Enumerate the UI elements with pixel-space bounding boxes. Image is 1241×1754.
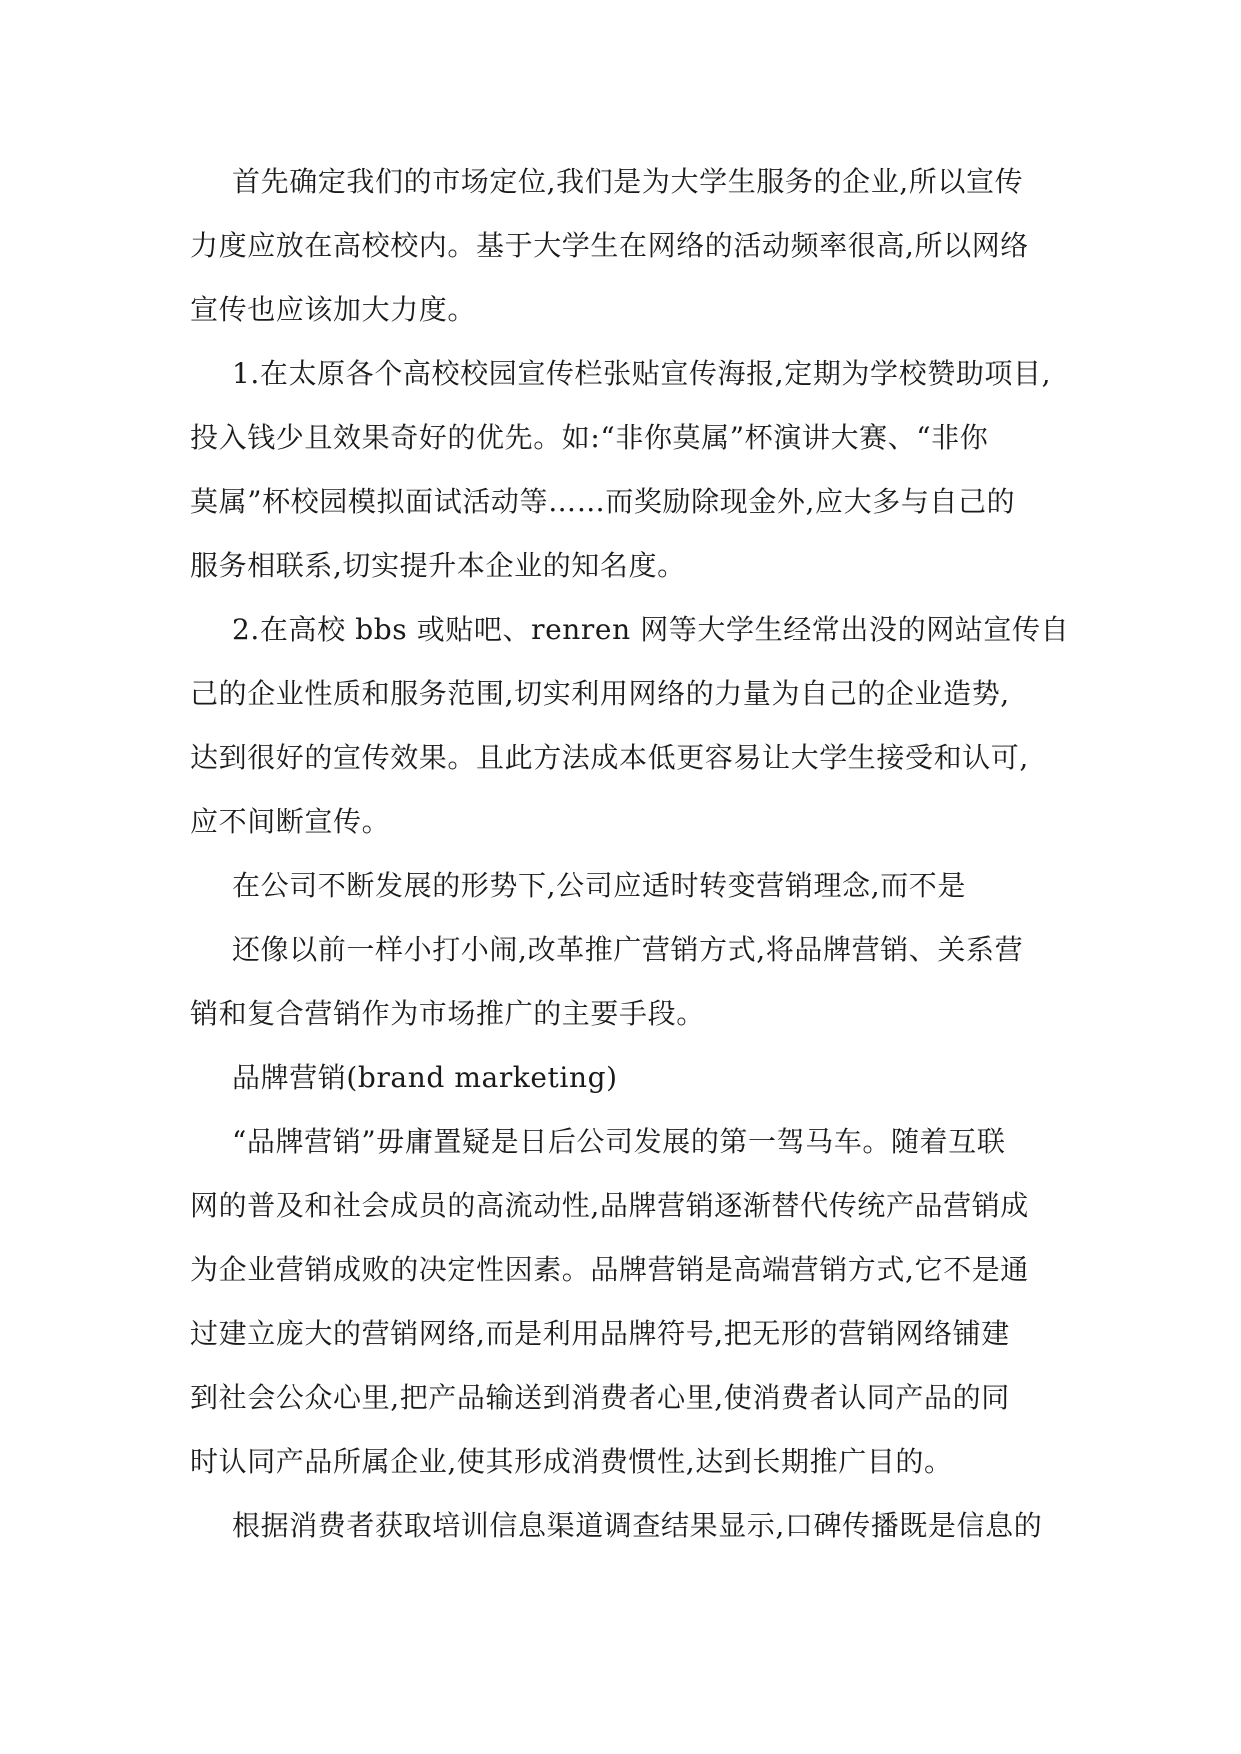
paragraph-line: 力度应放在高校校内。基于大学生在网络的活动频率很高,所以网络 <box>190 229 1029 262</box>
paragraph-line: 过建立庞大的营销网络,而是利用品牌符号,把无形的营销网络铺建 <box>190 1317 1010 1350</box>
paragraph-line: 己的企业性质和服务范围,切实利用网络的力量为自己的企业造势, <box>190 677 1010 710</box>
paragraph-line: 为企业营销成败的决定性因素。品牌营销是高端营销方式,它不是通 <box>190 1253 1029 1286</box>
paragraph-line: 在公司不断发展的形势下,公司应适时转变营销理念,而不是 <box>232 869 967 902</box>
paragraph-line: 首先确定我们的市场定位,我们是为大学生服务的企业,所以宣传 <box>232 165 1024 198</box>
paragraph-line: 根据消费者获取培训信息渠道调查结果显示,口碑传播既是信息的 <box>232 1509 1043 1542</box>
paragraph-line: 时认同产品所属企业,使其形成消费惯性,达到长期推广目的。 <box>190 1445 953 1478</box>
paragraph-line: 还像以前一样小打小闹,改革推广营销方式,将品牌营销、关系营 <box>232 933 1024 966</box>
paragraph-line: 宣传也应该加大力度。 <box>190 293 477 326</box>
paragraph-line: 到社会公众心里,把产品输送到消费者心里,使消费者认同产品的同 <box>190 1381 1010 1414</box>
paragraph-line: 服务相联系,切实提升本企业的知名度。 <box>190 549 686 582</box>
paragraph-line: 网的普及和社会成员的高流动性,品牌营销逐渐替代传统产品营销成 <box>190 1189 1029 1222</box>
paragraph-line: 莫属”杯校园模拟面试活动等……而奖励除现金外,应大多与自己的 <box>190 485 1016 518</box>
paragraph-line: 投入钱少且效果奇好的优先。如:“非你莫属”杯演讲大赛、“非你 <box>190 421 989 454</box>
section-heading: 品牌营销(brand marketing) <box>232 1061 618 1094</box>
paragraph-line: 销和复合营销作为市场推广的主要手段。 <box>190 997 705 1030</box>
paragraph-line: 达到很好的宣传效果。且此方法成本低更容易让大学生接受和认可, <box>190 741 1029 774</box>
paragraph-line: “品牌营销”毋庸置疑是日后公司发展的第一驾马车。随着互联 <box>232 1125 1006 1158</box>
paragraph-line: 2.在高校 bbs 或贴吧、renren 网等大学生经常出没的网站宣传自 <box>232 613 1070 646</box>
paragraph-line: 应不间断宣传。 <box>190 805 391 838</box>
paragraph-line: 1.在太原各个高校校园宣传栏张贴宣传海报,定期为学校赞助项目, <box>232 357 1052 390</box>
